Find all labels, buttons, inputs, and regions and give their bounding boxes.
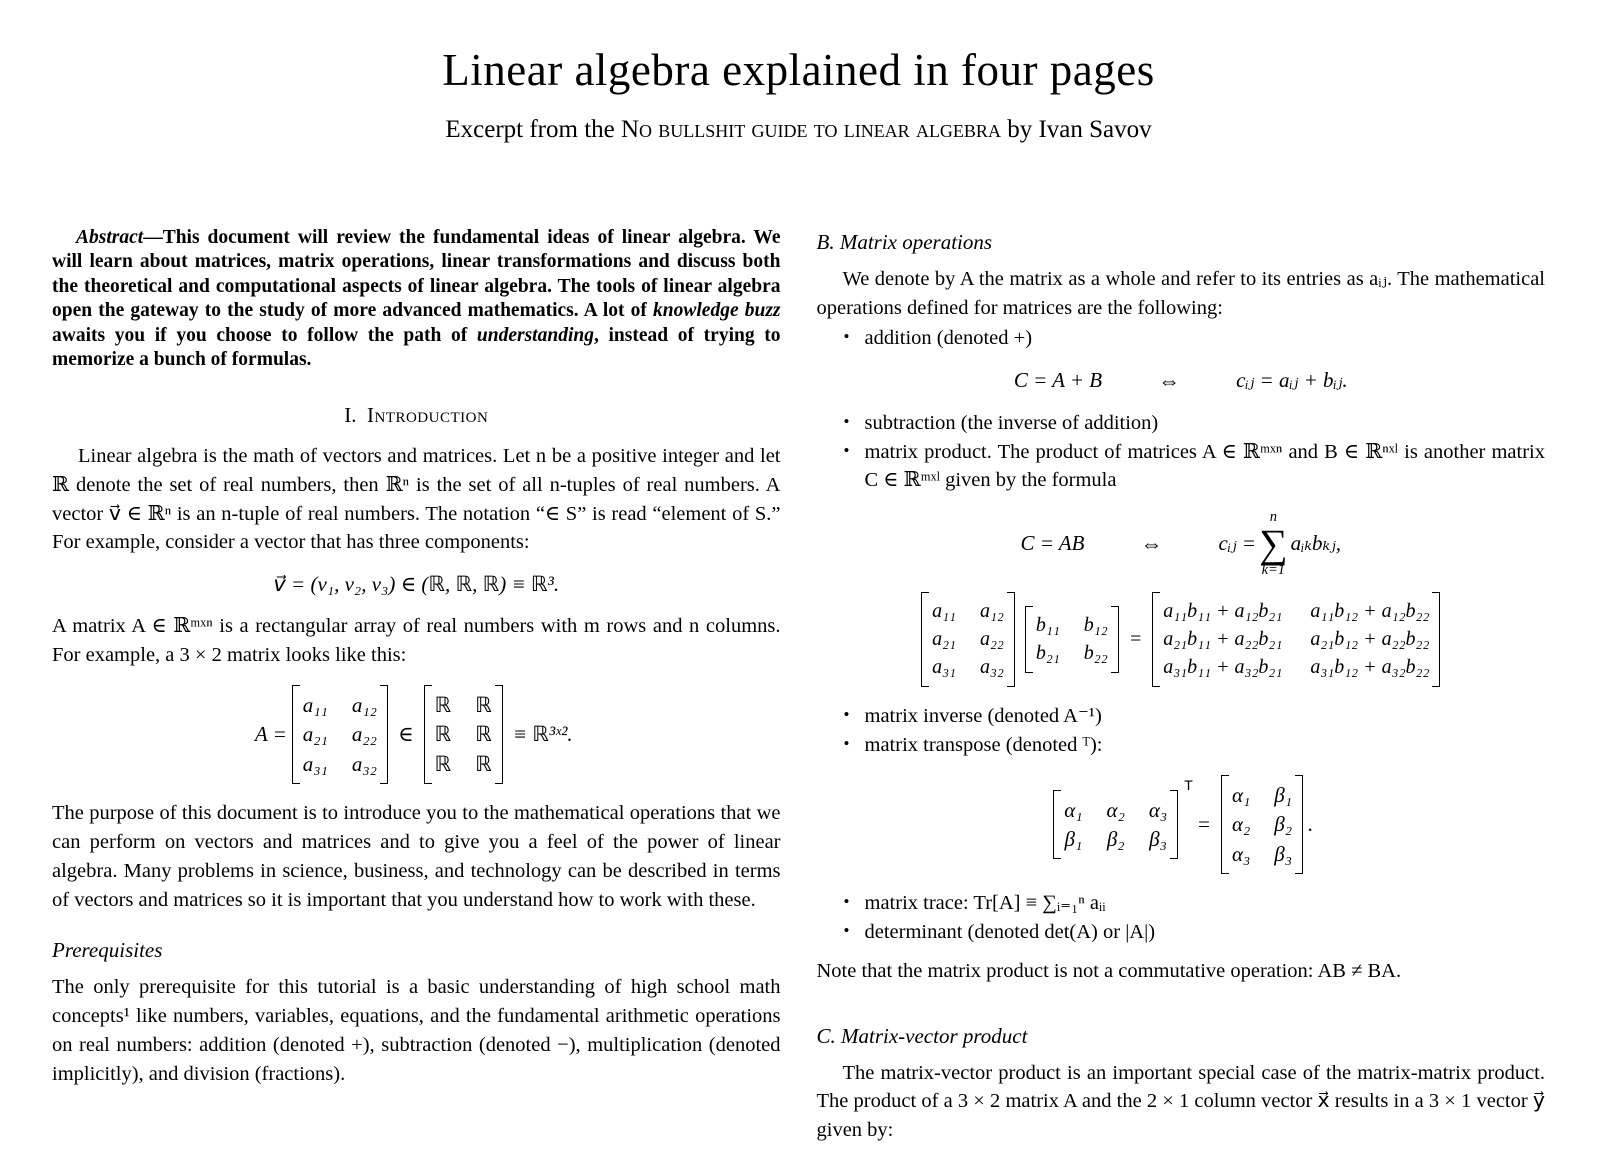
text-segment: —This document will review the fundamental ideas of linear algebra. We will learn about matrices, matrix operations, linear transformations and discuss both the theoretical and computational aspects of linear algebra. The tools of linear algebra open the gateway to the study of more advanced mathematics. A lot of: [52, 227, 781, 322]
matrix-cell: a₂₂: [979, 628, 1004, 651]
paper-title: Linear algebra explained in four pages: [442, 45, 1155, 95]
prerequisites-paragraph: The only prerequisite for this tutorial is a basic understanding of high school math concepts¹ like numbers, variables, equations, and the fundamental arithmetic operations on real numbers: addition (denoted +), subtraction (denoted −), multiplication (denoted implicitly), and division (fractions).: [52, 976, 781, 1086]
matrix-cell: α₁: [1231, 783, 1251, 808]
vector-equation: v⃗ = (v₁, v₂, v₃) ∈ (ℝ, ℝ, ℝ) ≡ ℝ³.: [273, 572, 560, 597]
right-column: [817, 226, 1546, 1145]
text-segment: understanding: [476, 324, 594, 346]
matrix-cell: a₃₂: [979, 656, 1004, 679]
matrix-cell: a₁₁b₁₁ + a₁₂b₂₁: [1163, 600, 1283, 623]
section-title: Introduction: [366, 402, 489, 427]
product-rhs-suffix: aᵢₖbₖⱼ,: [1290, 531, 1342, 556]
equals-sign-2: =: [1196, 812, 1211, 836]
sum-lower-limit: k=1: [1261, 561, 1286, 578]
matrix-product-expansion: [817, 592, 1546, 687]
matrix-cell: a₁₁: [932, 600, 956, 623]
product-matrix-result: [1152, 592, 1440, 687]
intro-paragraph: Linear algebra is the math of vectors and matrices. Let n be a positive integer and let ℝ denote the set of real numbers, then ℝⁿ is the set of all n-tuples of real numbers. A vector v⃗ ∈ ℝⁿ is an n-tuple of real numbers. The notation “∈ S” is read “element of S.” For example, consider a vector that has three components:: [52, 444, 781, 554]
matrix-cell: ℝ: [475, 722, 492, 747]
matrix-cell: α₂: [1106, 797, 1125, 822]
transpose-matrix-lhs: [1053, 790, 1178, 860]
matrix-cell: a₃₁b₁₁ + a₃₂b₂₁: [1163, 656, 1283, 679]
section-b-intro-paragraph: We denote by A the matrix as a whole and refer to its entries as aᵢⱼ. The mathematical operations defined for matrices are the following:: [816, 268, 1545, 319]
bullet-matrix-product: • matrix product. The product of matrices A ∈ ℝᵐˣⁿ and B ∈ ℝⁿˣˡ is another matrix C ∈ ℝᵐˣˡ given by the formula: [865, 438, 1546, 496]
matrix-cell: a₃₁: [932, 656, 956, 679]
bullet-matrix-trace: • matrix trace: Tr[A] ≡ ∑ᵢ₌₁ⁿ aᵢᵢ: [865, 889, 1546, 918]
matrix-cell: a₁₁b₁₂ + a₁₂b₂₂: [1310, 600, 1430, 623]
matrix-cell: a₂₁b₁₁ + a₂₂b₂₁: [1163, 628, 1283, 651]
product-rhs-prefix: cᵢⱼ =: [1218, 531, 1257, 556]
iff-arrow: ⇔: [1158, 367, 1181, 393]
section-c-intro-paragraph: The matrix-vector product is an important special case of the matrix-matrix product. The product of a 3 × 2 matrix A and the 2 × 1 column vector x⃗ results in a 3 × 1 vector y⃗ given by:: [816, 1061, 1545, 1142]
paper-subtitle: [52, 116, 1545, 144]
text-segment: awaits you if you choose to follow the path of: [52, 324, 477, 346]
matrix-definition-paragraph: A matrix A ∈ ℝᵐˣⁿ is a rectangular array of real numbers with m rows and n columns. For example, a 3 × 2 matrix looks like this:: [52, 615, 781, 667]
sum-upper-limit: n: [1269, 509, 1277, 526]
product-matrix-b: [1025, 606, 1119, 673]
text-segment: knowledge buzz: [653, 300, 781, 322]
abstract-paragraph: [52, 226, 781, 373]
subtitle-book-title: No bullshit guide to linear algebra: [621, 116, 1001, 143]
matrix-operations-list-2: [817, 409, 1546, 496]
two-column-layout: [52, 226, 1545, 1145]
equation-period: .: [1308, 812, 1314, 836]
matrix-cell: b₁₂: [1083, 614, 1108, 637]
matrix-cell: β₃: [1149, 827, 1167, 851]
matrix-cell: a₁₂: [351, 693, 377, 718]
subtitle-prefix: Excerpt from the: [445, 116, 621, 143]
matrix-cell: a₁₁: [302, 693, 328, 718]
matrix-cell: a₂₁b₁₂ + a₂₂b₂₂: [1310, 628, 1430, 651]
matrix-operations-list: [817, 324, 1546, 353]
matrix-r-entries: [424, 685, 503, 784]
iff-arrow-2: ⇔: [1140, 530, 1163, 556]
matrix-cell: a₃₂: [351, 751, 377, 776]
transpose-exponent: T: [1184, 777, 1193, 794]
matrix-cell: a₂₂: [351, 722, 377, 747]
left-column: [52, 226, 781, 1145]
matrix-cell: a₃₁: [302, 751, 328, 776]
matrix-cell: a₂₁: [932, 628, 956, 651]
product-equation: [817, 510, 1546, 577]
prerequisites-heading: Prerequisites: [52, 938, 163, 963]
bullet-matrix-inverse: • matrix inverse (denoted A⁻¹): [865, 702, 1546, 731]
addition-equation: [817, 368, 1546, 394]
bullet-addition: • addition (denoted +): [865, 324, 1546, 353]
matrix-cell: ℝ: [434, 693, 452, 718]
transpose-equation: [817, 775, 1546, 874]
matrix-cell: β₁: [1274, 783, 1293, 808]
transpose-matrix-rhs: [1221, 775, 1303, 874]
matrix-cell: a₂₁: [302, 722, 328, 747]
matrix-cell: α₃: [1231, 841, 1251, 866]
matrix-cell: α₁: [1064, 797, 1083, 822]
matrix-cell: α₂: [1231, 812, 1251, 837]
matrix-cell: β₃: [1274, 841, 1293, 866]
matrix-example-rhs: ≡ ℝ³ˣ².: [512, 722, 573, 747]
matrix-a-entries: [292, 685, 388, 784]
bullet-matrix-transpose: • matrix transpose (denoted ᵀ):: [865, 731, 1546, 760]
summation-symbol: [1259, 510, 1288, 577]
section-c-heading: C. Matrix-vector product: [816, 1023, 1028, 1048]
addition-rhs: cᵢⱼ = aᵢⱼ + bᵢⱼ.: [1236, 368, 1348, 393]
matrix-cell: b₂₁: [1035, 642, 1060, 665]
matrix-cell: a₁₂: [979, 600, 1004, 623]
section-b-heading: B. Matrix operations: [816, 230, 993, 254]
text-segment: Abstract: [76, 227, 144, 248]
matrix-cell: ℝ: [475, 751, 492, 776]
purpose-paragraph: The purpose of this document is to introduce you to the mathematical operations that we can perform on vectors and matrices and to give you a feel of the power of linear algebra. Many problems in science, business, and technology can be described in terms of vectors and matrices so it is important that you understand how to work with these.: [52, 801, 781, 911]
matrix-cell: β₂: [1274, 812, 1293, 837]
matrix-cell: α₃: [1148, 797, 1168, 822]
matrix-cell: a₃₁b₁₂ + a₃₂b₂₂: [1310, 656, 1430, 679]
text-segment: , instead of trying to memorize a bunch of formulas.: [52, 324, 781, 371]
product-matrix-a: [921, 592, 1015, 687]
matrix-operations-list-3: [817, 702, 1546, 760]
section-number: I.: [344, 402, 357, 427]
matrix-cell: β₁: [1064, 827, 1083, 851]
matrix-cell: b₁₁: [1035, 614, 1060, 637]
section-heading-introduction: [52, 403, 781, 428]
matrix-example-lhs: A =: [254, 722, 287, 747]
sigma-glyph: ∑: [1259, 520, 1288, 566]
matrix-operations-list-4: [817, 889, 1546, 947]
equals-sign: =: [1128, 628, 1143, 651]
non-commutative-note: Note that the matrix product is not a commutative operation: AB ≠ BA.: [816, 959, 1402, 982]
addition-lhs: C = A + B: [1013, 368, 1103, 393]
matrix-cell: b₂₂: [1083, 642, 1108, 665]
matrix-cell: ℝ: [434, 722, 452, 747]
matrix-cell: ℝ: [434, 751, 452, 776]
matrix-cell: β₂: [1106, 827, 1125, 851]
product-lhs: C = AB: [1020, 531, 1085, 556]
bullet-determinant: • determinant (denoted det(A) or |A|): [865, 918, 1546, 947]
bullet-subtraction: • subtraction (the inverse of addition): [865, 409, 1546, 438]
matrix-cell: ℝ: [475, 693, 492, 718]
matrix-example-equation: [52, 685, 781, 784]
subtitle-suffix: by Ivan Savov: [1000, 116, 1152, 143]
element-of-symbol: ∈: [397, 722, 414, 747]
